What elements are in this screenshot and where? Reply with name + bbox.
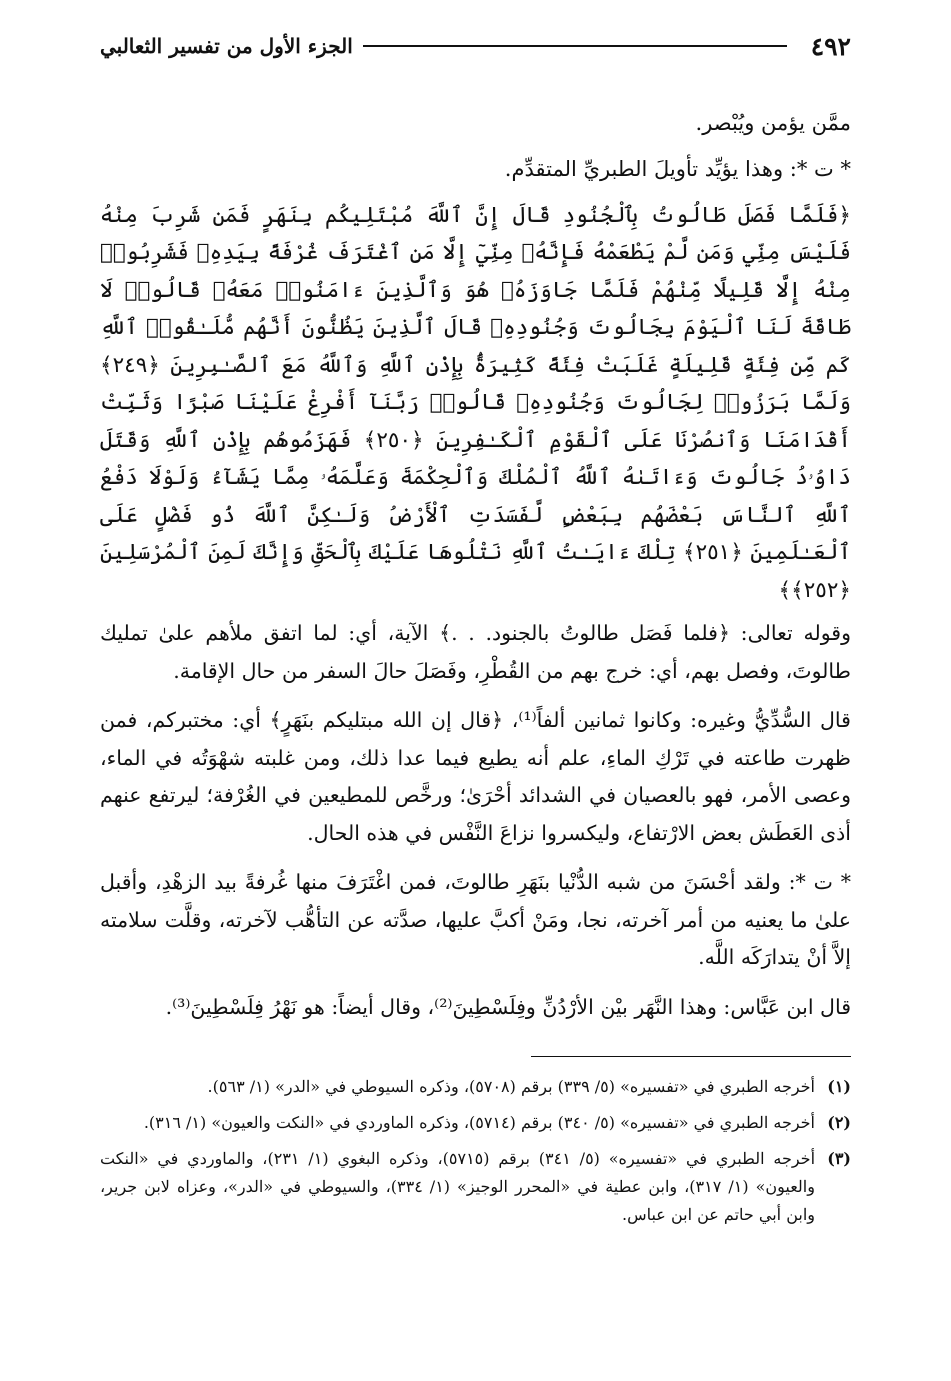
header-rule [363, 45, 787, 47]
text-line-2: * ت *: وهذا يؤيِّد تأويلَ الطبريِّ المتقدِّم. [504, 157, 851, 182]
footnote-text: أخرجه الطبري في «تفسيره» (٥/ ٣٤١) برقم (٥٧١٥)، وذكره البغوي (١/ ٢٣١)، والماوردي في «النكت والعيون» (١/ ٣١٧)، وابن عطية في «المحرر الوجيز» (١/ ٣٣٤)، والسيوطي في «الدر»، وعزاه لابن جرير، وابن أبي حاتم عن ابن عباس. [100, 1149, 816, 1225]
quran-passage: ﴿فَلَمَّا فَصَلَ طَالُوتُ بِٱلْجُنُودِ قَالَ إِنَّ ٱللَّهَ مُبْتَلِيكُم بِنَهَرٍ فَمَن شَرِبَ مِنْهُ فَلَيْسَ مِنِّي وَمَن لَّمْ يَطْعَمْهُ فَإِنَّهُۥ مِنِّيٓ إِلَّا مَنِ ٱغْتَرَفَ غُرْفَةً بِيَدِهِۦ فَشَرِبُوا۟ مِنْهُ إِلَّا قَلِيلًا مِّنْهُمْ فَلَمَّا جَاوَزَهُۥ هُوَ وَٱلَّذِينَ ءَامَنُوا۟ مَعَهُۥ قَالُوا۟ لَا طَاقَةَ لَنَا ٱلْيَوْمَ بِجَالُوتَ وَجُنُودِهِۦ قَالَ ٱلَّذِينَ يَظُنُّونَ أَنَّهُم مُّلَـٰقُوا۟ ٱللَّهِ كَم مِّن فِئَةٍ قَلِيلَةٍ غَلَبَتْ فِئَةً كَثِيرَةًۢ بِإِذْنِ ٱللَّهِ وَٱللَّهُ مَعَ ٱلصَّـٰبِرِينَ ﴿٢٤٩﴾ وَلَمَّا بَرَزُوا۟ لِجَالُوتَ وَجُنُودِهِۦ قَالُوا۟ رَبَّنَآ أَفْرِغْ عَلَيْنَا صَبْرًا وَثَبِّتْ أَقْدَامَنَا وَٱنصُرْنَا عَلَى ٱلْقَوْمِ ٱلْكَـٰفِرِينَ ﴿٢٥٠﴾ فَهَزَمُوهُم بِإِذْنِ ٱللَّهِ وَقَتَلَ دَاوُۥدُ جَالُوتَ وَءَاتَىٰهُ ٱللَّهُ ٱلْمُلْكَ وَٱلْحِكْمَةَ وَعَلَّمَهُۥ مِمَّا يَشَآءُ وَلَوْلَا دَفْعُ ٱللَّهِ ٱلنَّاسَ بَعْضَهُم بِبَعْضٍ لَّفَسَدَتِ ٱلْأَرْضُ وَلَـٰكِنَّ ٱللَّهَ ذُو فَضْلٍ عَلَى ٱلْعَـٰلَمِينَ ﴿٢٥١﴾ تِلْكَ ءَايَـٰتُ ٱللَّهِ نَتْلُوهَا عَلَيْكَ بِٱلْحَقِّ وَإِنَّكَ لَمِنَ ٱلْمُرْسَلِينَ ﴿٢٥٢﴾﴾ [100, 202, 851, 603]
footnotes [100, 1073, 851, 1229]
footnote-text: أخرجه الطبري في «تفسيره» (٥/ ٣٤٠) برقم (٥٧١٤)، وذكره الماوردي في «النكت والعيون» (١/ ٣١٦). [143, 1113, 815, 1133]
commentary-paragraph-4: قال ابن عَبَّاس: وهذا النَّهَر بيْن الأرْدُنِّ وفِلَسْطِينَ⁽²⁾، وقال أيضاً: هو نَهْرُ فِلَسْطِينَ⁽³⁾. [165, 994, 851, 1019]
footnote [100, 1145, 851, 1229]
page-number: ٤٩٢ [810, 31, 851, 61]
header-title: الجزء الأول من تفسير الثعالبي [100, 34, 353, 58]
running-header [100, 24, 851, 68]
footnote-text: أخرجه الطبري في «تفسيره» (٥/ ٣٣٩) برقم (٥٧٠٨)، وذكره السيوطي في «الدر» (١/ ٥٦٣). [207, 1077, 815, 1097]
page-body [100, 104, 851, 1026]
commentary-paragraph-3: * ت *: ولقد أحْسَنَ من شبه الدُّنْيا بنَهَرِ طالوتَ، فمن اغْتَرَفَ منها غُرفةً بيد الزهْدِ، وأقبل علىٰ ما يعنيه من أمر آخرته، نجا، ومَنْ أكبَّ عليها، صدَّته عن التأهُّب لآخرته، وقلَّت سلامته إلاَّ أنْ يتدارَكَه اللَّه. [100, 870, 851, 970]
footnote-number: (٢) [827, 1113, 851, 1133]
footnote-number: (١) [827, 1077, 851, 1097]
footnote [100, 1073, 851, 1101]
footnote-number: (٣) [827, 1149, 851, 1169]
text-line-1: ممَّن يؤمن ويُبْصر. [695, 111, 851, 135]
footnote [100, 1109, 851, 1137]
footnote-rule [531, 1056, 851, 1057]
commentary-paragraph-2: قال السُّدِّيُّ وغيره: وكانوا ثمانين ألفاً⁽¹⁾، ﴿قال إن الله مبتليكم بنَهَرٍ﴾ أي: مختبركم، فمن ظهرت طاعته في تَرْكِ الماءِ، علم أنه يطيع فيما عدا ذلك، ومن غلبته شهْوَتُه في الماء، وعصى الأمر، فهو بالعصيان في الشدائد أحْرَىٰ؛ ورخَّص للمطيعين في الغُرْفة؛ ليرتفع عنهم أذى العَطَش بعض الارْتفاع، وليكسروا نزاعَ النَّفْس في هذه الحال. [100, 708, 851, 845]
commentary-paragraph-1: وقوله تعالى: ﴿فلما فَصَل طالوتُ بالجنود. . .﴾ الآية، أي: لما اتفق ملأهم علىٰ تمليك طالوتَ، وفصل بهم، أي: خرج بهم من القُطْرِ، وفَصَلَ حالَ السفر من حال الإقامة. [100, 621, 851, 683]
